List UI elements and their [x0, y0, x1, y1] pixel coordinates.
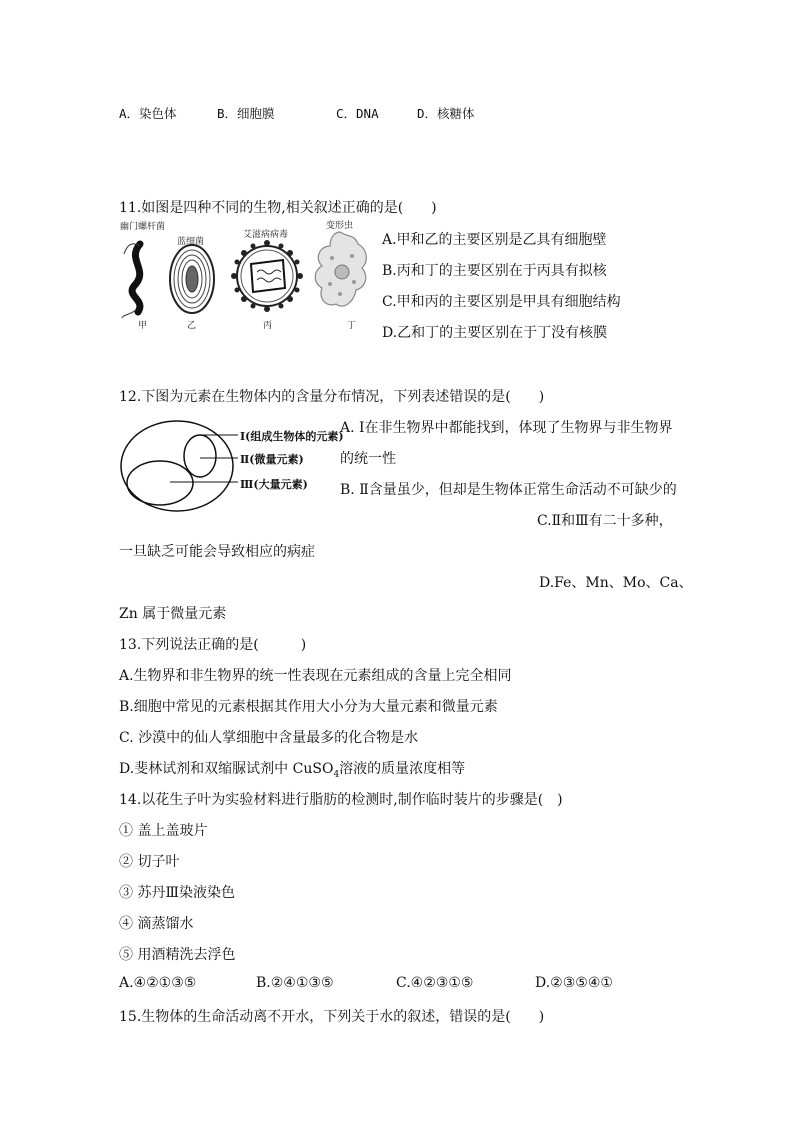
- q13-option-d-sub: 4: [333, 769, 340, 780]
- q11-fig-name-3: 艾滋病病毒: [243, 230, 289, 240]
- venn-label-3: Ⅲ(大量元素): [240, 478, 308, 491]
- q11-fig-letter-2: 乙: [187, 321, 197, 331]
- q10-option-d: D．核糖体: [417, 106, 475, 121]
- q12-option-c: C.Ⅱ和Ⅲ有二十多种，: [537, 513, 673, 529]
- q11-fig-name-2: 蓝细菌: [177, 237, 205, 247]
- amoeba-drawing: [310, 228, 372, 314]
- q11-fig-name-4: 变形虫: [326, 221, 354, 231]
- q15-stem: 15.生物体的生命活动离不开水，下列关于水的叙述，错误的是( ): [119, 1009, 545, 1025]
- q14-option-b: B.②④①③⑤: [256, 975, 334, 991]
- q13-option-c: C. 沙漠中的仙人掌细胞中含量最多的化合物是水: [119, 730, 419, 746]
- q11-stem: 11.如图是四种不同的生物,相关叙述正确的是( ): [119, 200, 437, 216]
- q10-option-a: A．染色体: [119, 106, 177, 121]
- q13-option-a: A.生物界和非生物界的统一性表现在元素组成的含量上完全相同: [119, 668, 512, 684]
- venn-label-2: Ⅱ(微量元素): [240, 453, 304, 466]
- q12-option-b-line2: 一旦缺乏可能会导致相应的病症: [119, 544, 315, 560]
- q11-option-d: D.乙和丁的主要区别在于丁没有核膜: [382, 325, 608, 341]
- q11-option-b: B.丙和丁的主要区别在于丙具有拟核: [382, 263, 607, 279]
- q13-option-d-post: 溶液的质量浓度相等: [339, 761, 466, 777]
- q14-step-3: ③ 苏丹Ⅲ染液染色: [119, 885, 235, 901]
- q10-option-c: C．DNA: [336, 106, 379, 121]
- q12-option-a-line1: A. Ⅰ在非生物界中都能找到，体现了生物界与非生物界: [340, 420, 673, 436]
- q13-option-d: [119, 758, 465, 780]
- q11-fig-letter-3: 丙: [263, 321, 273, 331]
- cyanobacteria-drawing: [168, 243, 216, 315]
- q12-option-b-line1: B. Ⅱ含量虽少，但却是生物体正常生命活动不可缺少的: [340, 482, 677, 498]
- q10-option-b: B．细胞膜: [217, 106, 275, 121]
- q11-option-c: C.甲和丙的主要区别是甲具有细胞结构: [382, 294, 621, 310]
- q12-stem: 12.下图为元素在生物体内的含量分布情况，下列表述错误的是( ): [119, 389, 545, 405]
- q12-option-a-line2: 的统一性: [340, 451, 396, 467]
- q14-option-a: A.④②①③⑤: [119, 975, 197, 991]
- q14-step-5: ⑤ 用酒精洗去浮色: [119, 947, 236, 963]
- q14-stem: 14.以花生子叶为实验材料进行脂肪的检测时,制作临时装片的步骤是( ): [119, 792, 563, 808]
- q13-option-d-pre: D.斐林试剂和双缩脲试剂中 CuSO: [119, 761, 334, 777]
- q11-option-a: A.甲和乙的主要区别是乙具有细胞壁: [382, 232, 607, 248]
- q13-option-b: B.细胞中常见的元素根据其作用大小分为大量元素和微量元素: [119, 699, 498, 715]
- q14-step-1: ① 盖上盖玻片: [119, 823, 208, 839]
- q12-option-d-line2: Zn 属于微量元素: [119, 606, 227, 622]
- helicobacter-drawing: [120, 240, 160, 320]
- q14-step-2: ② 切子叶: [119, 854, 180, 870]
- hiv-drawing: [229, 238, 305, 314]
- q11-fig-name-1: 幽门螺杆菌: [120, 222, 166, 232]
- q11-fig-letter-4: 丁: [347, 321, 357, 331]
- q14-option-c: C.④②③①⑤: [396, 975, 474, 991]
- q13-stem: 13.下列说法正确的是( ): [119, 637, 307, 653]
- q12-option-d-line1: D.Fe、Mn、Mo、Ca、: [539, 575, 693, 591]
- q14-step-4: ④ 滴蒸馏水: [119, 916, 194, 932]
- q11-fig-letter-1: 甲: [138, 321, 148, 331]
- venn-label-1: Ⅰ(组成生物体的元素): [240, 430, 344, 443]
- q14-option-d: D.②③⑤④①: [535, 975, 613, 991]
